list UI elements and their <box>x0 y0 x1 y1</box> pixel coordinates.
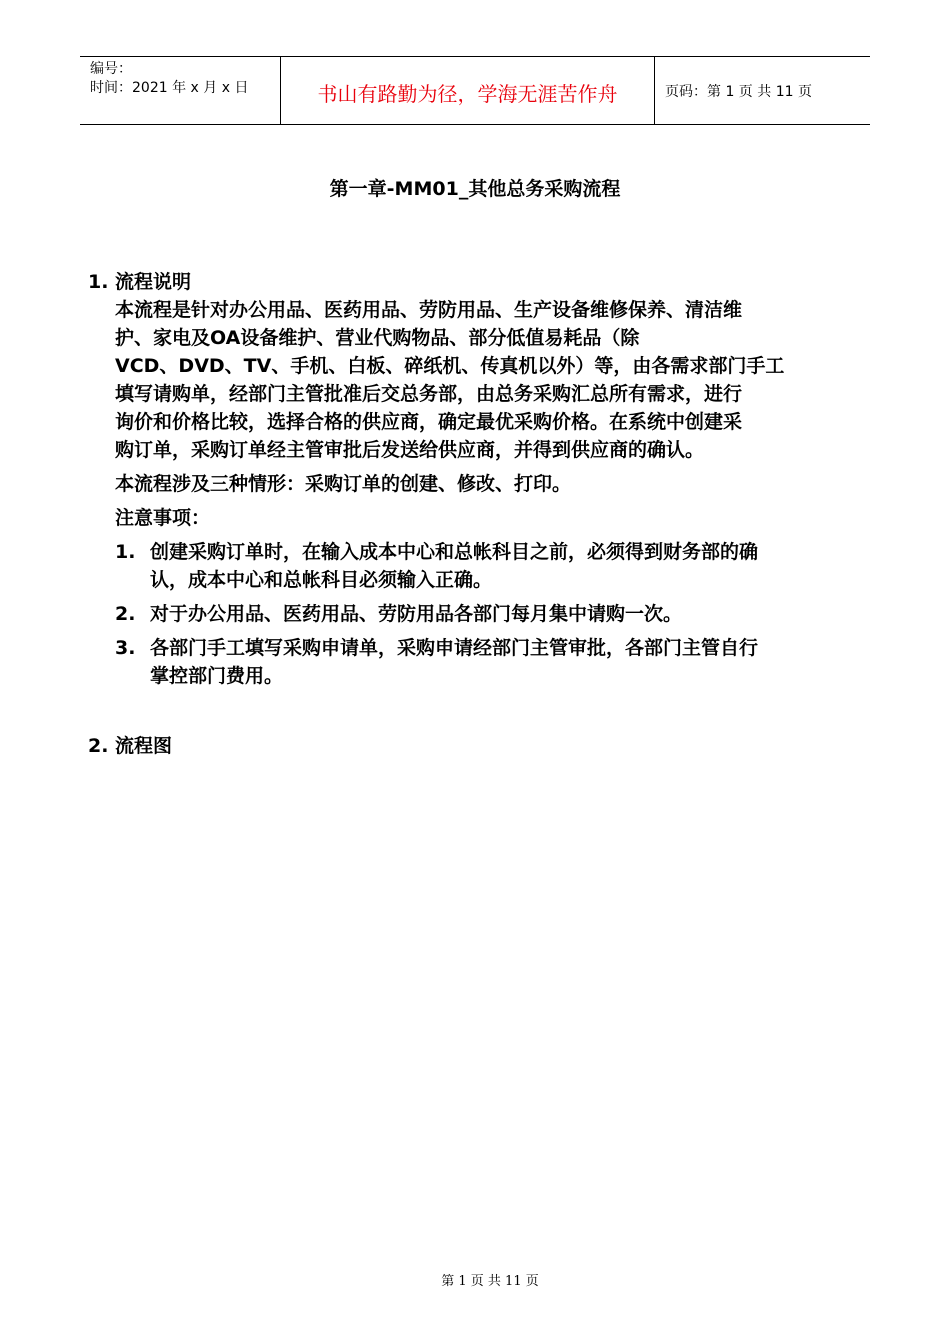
section-2-heading <box>88 732 868 760</box>
note-line: 创建采购订单时，在输入成本中心和总帐科目之前，必须得到财务部的确 <box>150 541 759 563</box>
note-item-2 <box>115 600 868 628</box>
document-time-label: 时间：2021 年 x 月 x 日 <box>90 80 249 96</box>
header-motto-cell <box>281 57 655 124</box>
section-1-title: 流程说明 <box>115 271 192 293</box>
note-number: 3. <box>115 637 136 659</box>
paragraph-line: 本流程是针对办公用品、医药用品、劳防用品、生产设备维修保养、清洁维 <box>115 299 743 321</box>
notes-heading: 注意事项： <box>115 507 211 529</box>
section-1-heading <box>88 268 868 296</box>
paragraph-line: 询价和价格比较，选择合格的供应商，确定最优采购价格。在系统中创建采 <box>115 411 743 433</box>
section-2-number: 2. <box>88 735 109 757</box>
document-title: 第一章-MM01_其他总务采购流程 <box>329 178 621 200</box>
note-number: 1. <box>115 541 136 563</box>
document-number-label: 编号： <box>90 61 132 77</box>
note-number: 2. <box>115 603 136 625</box>
note-item-1 <box>115 538 868 594</box>
note-line: 对于办公用品、医药用品、劳防用品各部门每月集中请购一次。 <box>150 603 683 625</box>
section-1-paragraph-2: 本流程涉及三种情形：采购订单的创建、修改、打印。 <box>115 473 572 495</box>
note-line: 认，成本中心和总帐科目必须输入正确。 <box>150 569 493 591</box>
section-1-paragraph-1 <box>115 296 868 464</box>
document-body <box>88 268 868 760</box>
note-item-3 <box>115 634 868 690</box>
paragraph-line: VCD、DVD、TV、手机、白板、碎纸机、传真机以外）等，由各需求部门手工 <box>115 355 785 377</box>
section-1-number: 1. <box>88 271 109 293</box>
page-footer: 第 1 页 共 11 页 <box>441 1274 539 1289</box>
paragraph-line: 填写请购单，经部门主管批准后交总务部，由总务采购汇总所有需求，进行 <box>115 383 743 405</box>
header-meta-cell <box>80 57 281 124</box>
paragraph-line: 购订单，采购订单经主管审批后发送给供应商，并得到供应商的确认。 <box>115 439 705 461</box>
paragraph-line: 护、家电及OA设备维护、营业代购物品、部分低值易耗品（除 <box>115 327 640 349</box>
section-2-title: 流程图 <box>115 735 173 757</box>
note-line: 各部门手工填写采购申请单，采购申请经部门主管审批，各部门主管自行 <box>150 637 759 659</box>
header-table <box>80 56 870 125</box>
header-page-label: 页码：第 1 页 共 11 页 <box>665 83 812 100</box>
note-line: 掌控部门费用。 <box>150 665 284 687</box>
header-page-cell <box>655 57 870 124</box>
header-motto: 书山有路勤为径，学海无涯苦作舟 <box>317 82 618 106</box>
